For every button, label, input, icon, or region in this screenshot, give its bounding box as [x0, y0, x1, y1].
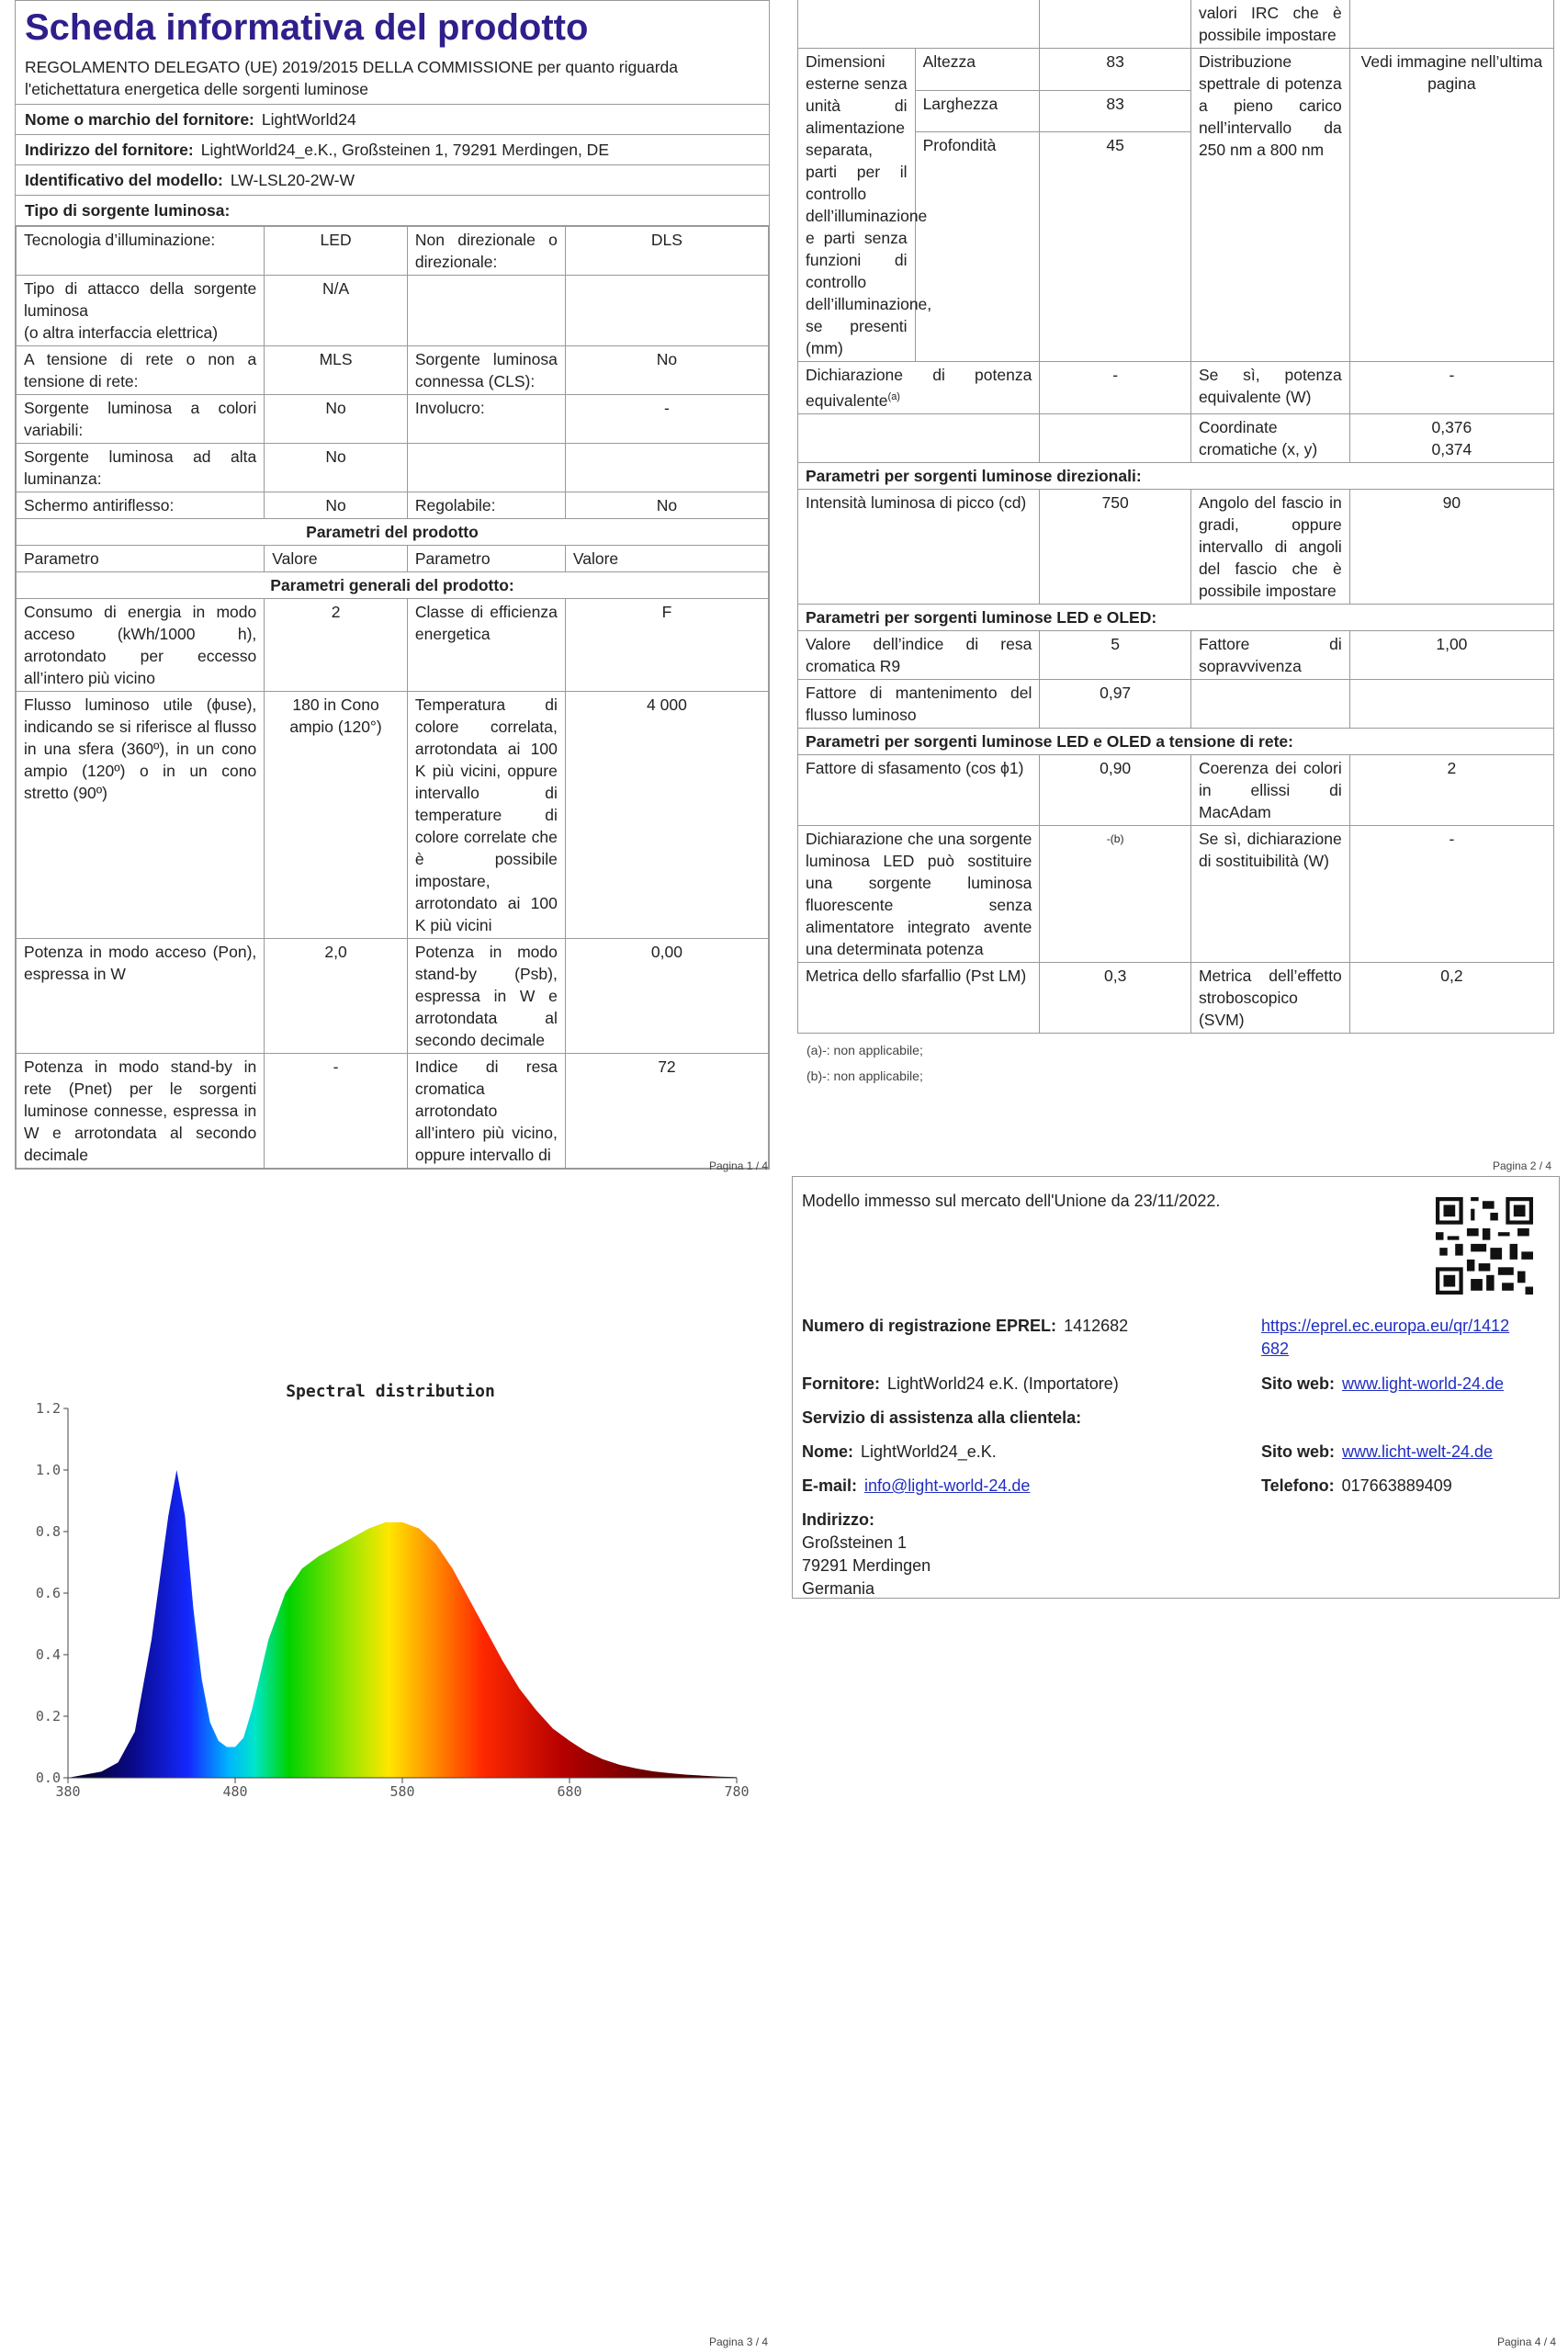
general-param-row [17, 1054, 769, 1169]
param-label: Temperatura di colore correlata, arrotondata ai 100 K più vicini, oppure intervallo di temperature di colore correlate che è possibile impostare, arrotondato ai 100 K più vicini [407, 692, 565, 939]
website-link-1[interactable]: www.light-world-24.de [1342, 1374, 1505, 1393]
address-line-1: Großsteinen 1 [802, 1533, 908, 1552]
param-label [407, 444, 565, 492]
page-1-number: Pagina 1 / 4 [709, 1159, 769, 1172]
market-date-text: Modello immesso sul mercato dell'Unione da 23/11/2022. [802, 1192, 1221, 1210]
general-param-row [17, 599, 769, 692]
source-type-table [16, 226, 769, 1169]
product-params-heading: Parametri del prodotto [17, 519, 769, 546]
param-value: No [265, 444, 408, 492]
equiv-power-value: - [1040, 362, 1191, 414]
source-type-row [17, 227, 769, 276]
param-value: No [565, 346, 768, 395]
page-1-sheet [15, 0, 770, 1170]
param-value: LED [265, 227, 408, 276]
param-label: Potenza in modo stand-by (Psb), espressa in W e arrotondata al secondo decimale [407, 939, 565, 1054]
page-4 [792, 1176, 1560, 1599]
param-value: 4 000 [565, 692, 768, 939]
y-tick-label: 0.2 [35, 1708, 61, 1724]
supplier-address-label: Indirizzo del fornitore: [25, 141, 194, 159]
dim-height-label: Altezza [915, 49, 1040, 91]
general-param-row [17, 939, 769, 1054]
y-tick-label: 1.2 [35, 1400, 61, 1417]
survival-label: Fattore di sopravvivenza [1190, 630, 1349, 679]
spectrum-area [68, 1470, 737, 1778]
stroboscopic-label: Metrica dell’effetto stroboscopico (SVM) [1190, 962, 1349, 1033]
source-type-row [17, 395, 769, 444]
param-label: Flusso luminoso utile (ϕuse), indicando se si riferisce al flusso in una sfera (360º), in un cono ampio (120º) o in un cono stretto (90º) [17, 692, 265, 939]
eprel-number: 1412682 [1064, 1317, 1129, 1335]
param-label: A tensione di rete o non a tensione di rete: [17, 346, 265, 395]
col-header-param-1: Parametro [17, 546, 265, 572]
peak-intensity-value: 750 [1040, 489, 1191, 604]
chroma-value: 0,376 0,374 [1349, 413, 1553, 462]
page-2-number: Pagina 2 / 4 [1493, 1159, 1552, 1172]
param-value [565, 276, 768, 346]
website-row-1: Sito web: www.light-world-24.de [1261, 1374, 1505, 1393]
param-value: - [565, 395, 768, 444]
flicker-value: 0,3 [1040, 962, 1191, 1033]
service-heading: Servizio di assistenza alla clientela: [802, 1408, 1082, 1427]
x-tick-label: 780 [724, 1783, 750, 1800]
model-row [16, 165, 769, 196]
x-tick-label: 580 [389, 1783, 415, 1800]
supplier-address-row [16, 135, 769, 165]
param-value: DLS [565, 227, 768, 276]
equiv-power-label: Dichiarazione di potenza equivalente$^{(a)}$ [798, 362, 1040, 414]
name-value: LightWorld24_e.K. [861, 1442, 997, 1461]
eprel-link[interactable]: https://eprel.ec.europa.eu/qr/1412682 [1261, 1317, 1510, 1358]
source-type-row [17, 346, 769, 395]
model-value: LW-LSL20-2W-W [230, 171, 355, 189]
name-row: Nome: LightWorld24_e.K. [802, 1442, 997, 1461]
cri-range-continued: valori IRC che è possibile impostare [1190, 0, 1349, 49]
page-1 [15, 0, 770, 1170]
x-tick-label: 480 [222, 1783, 248, 1800]
col-header-value-2: Valore [565, 546, 768, 572]
eprel-row: Numero di registrazione EPREL: 1412682 [802, 1317, 1129, 1335]
address-line-3: Germania [802, 1579, 875, 1598]
survival-value: 1,00 [1349, 630, 1553, 679]
address-label: Indirizzo: [802, 1510, 874, 1529]
macadam-label: Coerenza dei colori in ellissi di MacAdam [1190, 754, 1349, 825]
chart-title: Spectral distribution [286, 1382, 495, 1401]
source-type-row [17, 276, 769, 346]
param-label: Tecnologia d’illuminazione: [17, 227, 265, 276]
dim-depth-value: 45 [1040, 132, 1191, 362]
r9-label: Valore dell’indice di resa cromatica R9 [798, 630, 1040, 679]
dim-width-value: 83 [1040, 90, 1191, 132]
supplier-name-label: Nome o marchio del fornitore: [25, 110, 254, 129]
spectral-label: Distribuzione spettrale di potenza a pieno carico nell’intervallo da 250 nm a 800 nm [1190, 49, 1349, 362]
param-label: Sorgente luminosa connessa (CLS): [407, 346, 565, 395]
eprel-link-row [1261, 1315, 1518, 1361]
address-block [802, 1509, 931, 1600]
page-title: Scheda informativa del prodotto [25, 7, 589, 48]
directional-heading: Parametri per sorgenti luminose direzionali: [798, 462, 1554, 489]
replacement-value: -(b) [1040, 825, 1191, 962]
col-header-value-1: Valore [265, 546, 408, 572]
param-label: Sorgente luminosa a colori variabili: [17, 395, 265, 444]
source-type-row [17, 444, 769, 492]
supplier-address-value: LightWorld24_e.K., Großsteinen 1, 79291 Merdingen, DE [200, 141, 609, 159]
email-row: E-mail: info@light-world-24.de [802, 1476, 1031, 1495]
param-label: Regolabile: [407, 492, 565, 519]
y-tick-label: 0.0 [35, 1770, 61, 1786]
param-label: Potenza in modo acceso (Pon), espressa in W [17, 939, 265, 1054]
maintenance-value: 0,97 [1040, 679, 1191, 728]
param-label: Indice di resa cromatica arrotondato all’intero più vicino, oppure intervallo di [407, 1054, 565, 1169]
param-label: Involucro: [407, 395, 565, 444]
qr-code-icon [1436, 1197, 1533, 1295]
peak-intensity-label: Intensità luminosa di picco (cd) [798, 489, 1040, 604]
dim-width-label: Larghezza [915, 90, 1040, 132]
param-label: Potenza in modo stand-by in rete (Pnet) per le sorgenti luminose connesse, espressa in W e arrotondata al secondo decimale [17, 1054, 265, 1169]
x-tick-label: 680 [557, 1783, 582, 1800]
phone-row: Telefono: 017663889409 [1261, 1476, 1452, 1495]
replacement-w-value: - [1349, 825, 1553, 962]
dimensions-label: Dimensioni esterne senza unità di alimentazione separata, parti per il controllo dell’illuminazione e parti senza funzioni di controllo dell’illuminazione, se presenti (mm) [798, 49, 916, 362]
param-label: Schermo antiriflesso: [17, 492, 265, 519]
dim-height-value: 83 [1040, 49, 1191, 91]
param-label: Consumo di energia in modo acceso (kWh/1000 h), arrotondato per eccesso all’intero più vicino [17, 599, 265, 692]
footnote-b: (b)-: non applicabile; [807, 1068, 923, 1083]
email-link[interactable]: info@light-world-24.de [864, 1476, 1031, 1495]
address-line-2: 79291 Merdingen [802, 1556, 931, 1575]
param-value: 180 in Cono ampio (120°) [265, 692, 408, 939]
page-3-number: Pagina 3 / 4 [709, 2335, 769, 2348]
page-2-table [797, 0, 1554, 1034]
general-params-heading: Parametri generali del prodotto: [17, 572, 769, 599]
supplier-value: LightWorld24 e.K. (Importatore) [887, 1374, 1119, 1393]
macadam-value: 2 [1349, 754, 1553, 825]
supplier-name-value: LightWorld24 [261, 110, 356, 129]
y-tick-label: 0.6 [35, 1585, 61, 1601]
param-value: 72 [565, 1054, 768, 1169]
general-param-row [17, 692, 769, 939]
replacement-label: Dichiarazione che una sorgente luminosa LED può sostituire una sorgente luminosa fluorescente senza alimentatore integrato avente una determinata potenza [798, 825, 1040, 962]
beam-angle-label: Angolo del fascio in gradi, oppure intervallo di angoli del fascio che è possibile impostare [1190, 489, 1349, 604]
stroboscopic-value: 0,2 [1349, 962, 1553, 1033]
page-4-number: Pagina 4 / 4 [1497, 2335, 1557, 2348]
footnote-a: (a)-: non applicabile; [807, 1042, 923, 1057]
model-label: Identificativo del modello: [25, 171, 223, 189]
param-label: Sorgente luminosa ad alta luminanza: [17, 444, 265, 492]
source-type-row [17, 492, 769, 519]
contact-box [792, 1176, 1560, 1599]
param-value [565, 444, 768, 492]
param-value: No [565, 492, 768, 519]
chroma-label: Coordinate cromatiche (x, y) [1190, 413, 1349, 462]
phone-value: 017663889409 [1341, 1476, 1452, 1495]
param-label [407, 276, 565, 346]
supplier-name-row [16, 105, 769, 135]
param-value: No [265, 395, 408, 444]
col-header-param-2: Parametro [407, 546, 565, 572]
replacement-w-label: Se sì, dichiarazione di sostituibilità (W) [1190, 825, 1349, 962]
source-type-heading: Tipo di sorgente luminosa: [16, 196, 769, 226]
x-tick-label: 380 [55, 1783, 81, 1800]
led-heading: Parametri per sorgenti luminose LED e OLED: [798, 604, 1554, 630]
param-label: Tipo di attacco della sorgente luminosa (o altra interfaccia elettrica) [17, 276, 265, 346]
equiv-w-value: - [1349, 362, 1553, 414]
supplier-row: Fornitore: LightWorld24 e.K. (Importatore) [802, 1374, 1119, 1393]
y-tick-label: 1.0 [35, 1462, 61, 1478]
param-value: MLS [265, 346, 408, 395]
phase-factor-value: 0,90 [1040, 754, 1191, 825]
website-link-2[interactable]: www.licht-welt-24.de [1342, 1442, 1494, 1461]
phase-factor-label: Fattore di sfasamento (cos ϕ1) [798, 754, 1040, 825]
param-value: No [265, 492, 408, 519]
param-value: 2 [265, 599, 408, 692]
website-row-2: Sito web: www.licht-welt-24.de [1261, 1442, 1494, 1461]
spectral-chart [9, 1374, 762, 1815]
param-value: 0,00 [565, 939, 768, 1054]
y-tick-label: 0.4 [35, 1646, 61, 1663]
param-label: Non direzionale o direzionale: [407, 227, 565, 276]
regulation-text: REGOLAMENTO DELEGATO (UE) 2019/2015 DELLA COMMISSIONE per quanto riguarda l'etichettatura energetica delle sorgenti luminose [16, 52, 769, 105]
param-value: - [265, 1054, 408, 1169]
beam-angle-value: 90 [1349, 489, 1553, 604]
flicker-label: Metrica dello sfarfallio (Pst LM) [798, 962, 1040, 1033]
param-value: N/A [265, 276, 408, 346]
y-tick-label: 0.8 [35, 1523, 61, 1540]
mains-heading: Parametri per sorgenti luminose LED e OLED a tensione di rete: [798, 728, 1554, 754]
param-label: Classe di efficienza energetica [407, 599, 565, 692]
r9-value: 5 [1040, 630, 1191, 679]
maintenance-label: Fattore di mantenimento del flusso luminoso [798, 679, 1040, 728]
param-value: F [565, 599, 768, 692]
page-2 [797, 0, 1554, 1089]
spectral-value: Vedi immagine nell’ultima pagina [1349, 49, 1553, 362]
equiv-w-label: Se sì, potenza equivalente (W) [1190, 362, 1349, 414]
service-heading-row [802, 1407, 1089, 1430]
param-value: 2,0 [265, 939, 408, 1054]
dim-depth-label: Profondità [915, 132, 1040, 362]
